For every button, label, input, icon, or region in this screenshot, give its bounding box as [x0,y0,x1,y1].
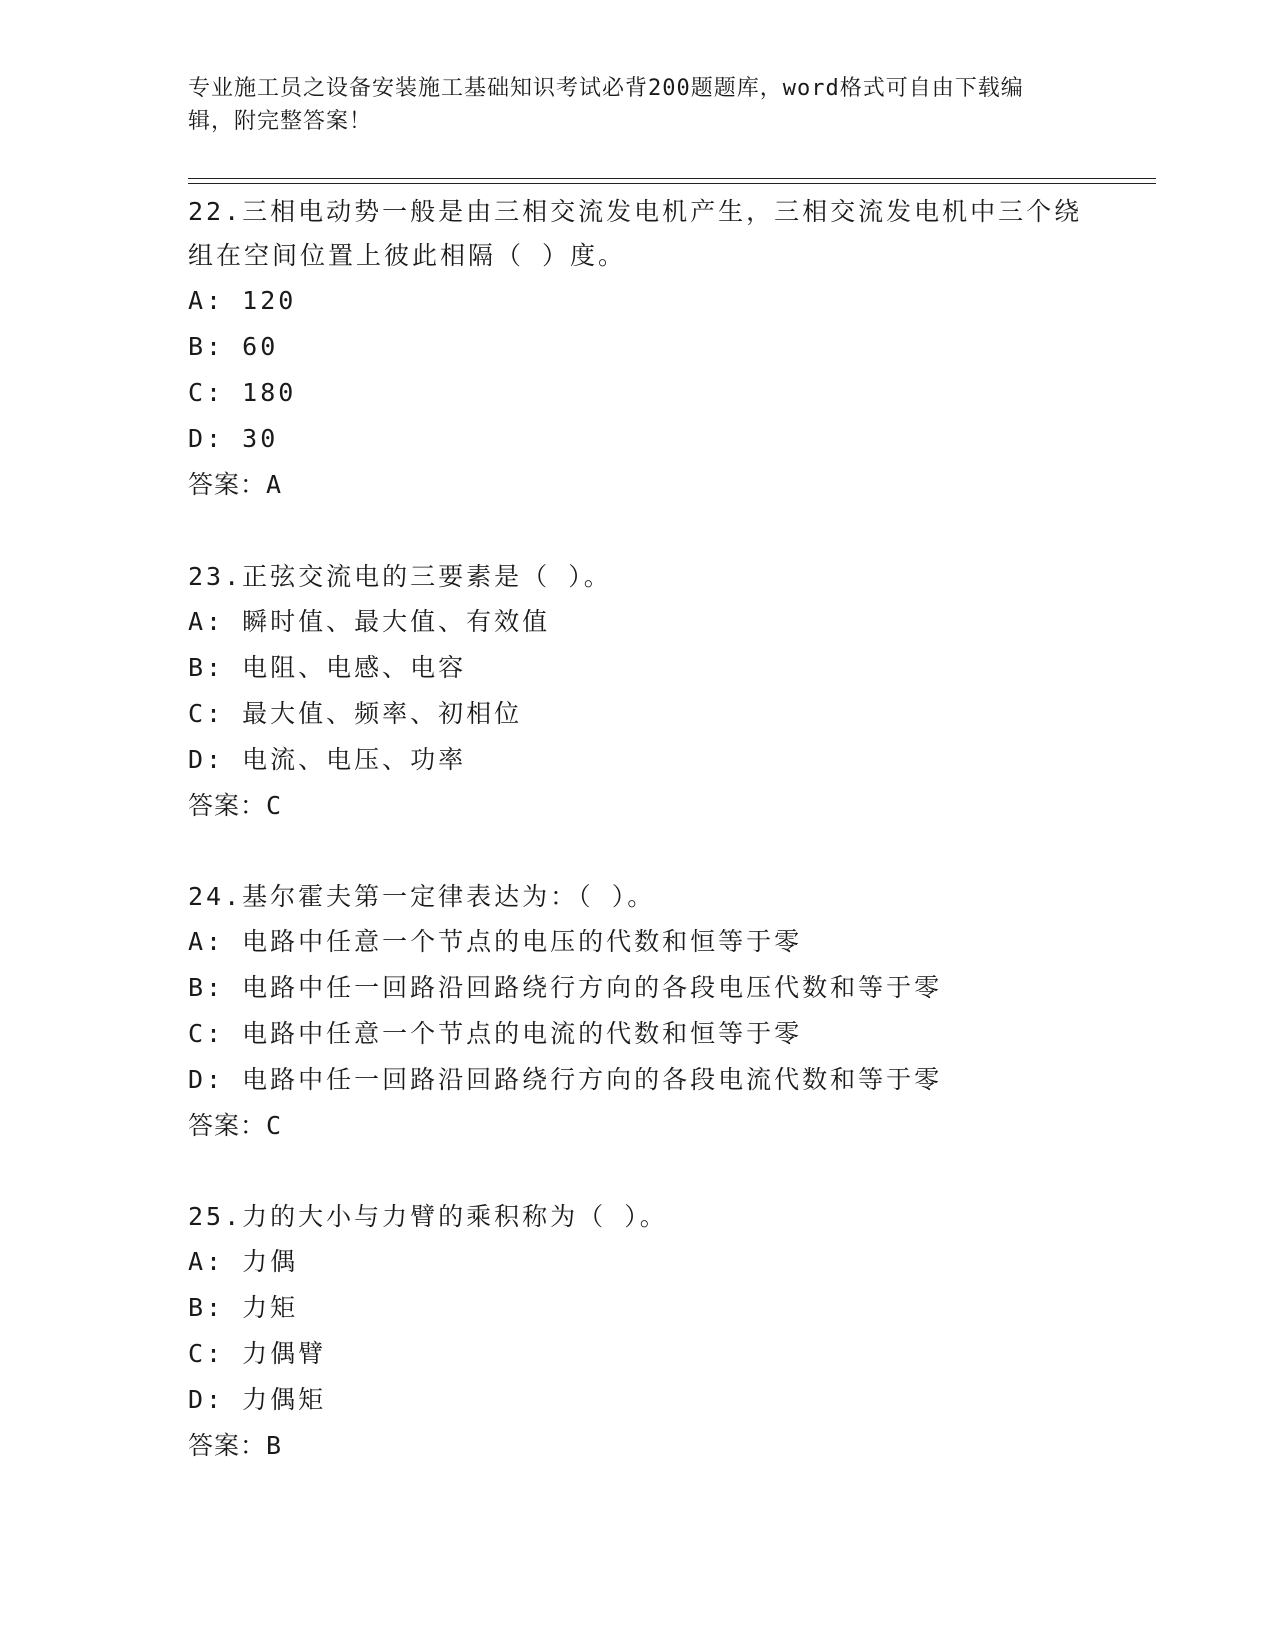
answer-value: B [266,1431,283,1460]
answer-value: A [266,470,283,499]
question-stem: 25.力的大小与力臂的乘积称为（ ）。 [188,1202,668,1231]
question-22 [188,190,1088,508]
answer-value: C [266,1111,283,1140]
question-25 [188,1195,1088,1469]
header-divider-top [188,178,1156,179]
answer-value: C [266,791,283,820]
question-stem: 23.正弦交流电的三要素是（ ）。 [188,562,612,591]
question-24 [188,875,1088,1149]
option-d: D: 力偶矩 [188,1385,327,1414]
answer [188,1423,1088,1469]
option-a: A: 力偶 [188,1247,299,1276]
option-b: B: 电阻、电感、电容 [188,653,467,682]
answer [188,462,1088,508]
option-d: D: 30 [188,424,279,453]
option-a: A: 120 [188,286,297,315]
answer-label: 答案： [188,1431,267,1460]
option-b: B: 电路中任一回路沿回路绕行方向的各段电压代数和等于零 [188,973,943,1002]
question-stem: 24.基尔霍夫第一定律表达为：（ ）。 [188,882,656,911]
answer-label: 答案： [188,470,267,499]
question-stem: 22.三相电动势一般是由三相交流发电机产生，三相交流发电机中三个绕组在空间位置上彼此相隔（ ）度。 [188,197,1083,270]
option-a: A: 瞬时值、最大值、有效值 [188,607,551,636]
option-b: B: 力矩 [188,1293,299,1322]
document-header: 专业施工员之设备安装施工基础知识考试必背200题题库，word格式可自由下载编辑，附完整答案！ [188,76,1024,134]
option-a: A: 电路中任意一个节点的电压的代数和恒等于零 [188,927,803,956]
option-b: B: 60 [188,332,279,361]
header-divider-bottom [188,183,1156,184]
answer-label: 答案： [188,1111,267,1140]
option-d: D: 电流、电压、功率 [188,745,467,774]
question-23 [188,555,1088,829]
option-d: D: 电路中任一回路沿回路绕行方向的各段电流代数和等于零 [188,1065,943,1094]
option-c: C: 180 [188,378,297,407]
option-c: C: 力偶臂 [188,1339,327,1368]
option-c: C: 电路中任意一个节点的电流的代数和恒等于零 [188,1019,803,1048]
answer [188,783,1088,829]
answer [188,1103,1088,1149]
option-c: C: 最大值、频率、初相位 [188,699,523,728]
answer-label: 答案： [188,791,267,820]
